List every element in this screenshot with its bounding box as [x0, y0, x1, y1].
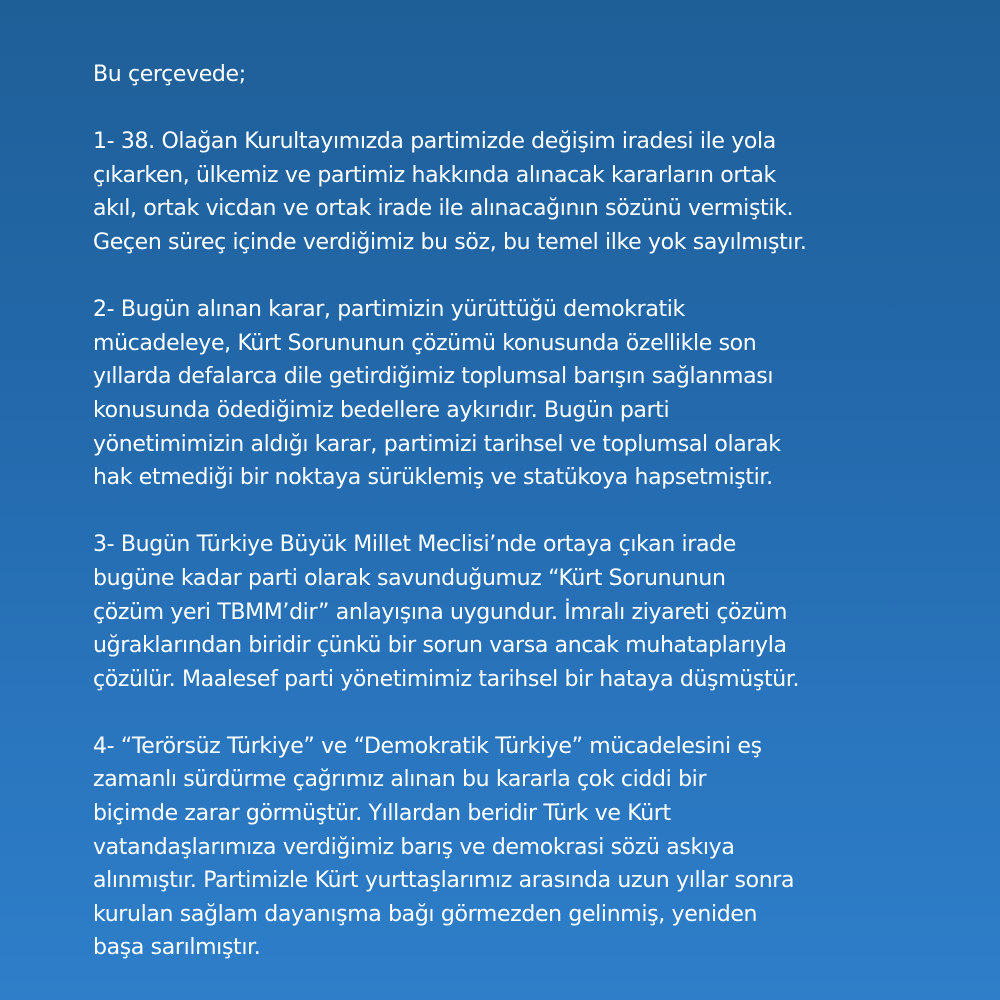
- paragraph-line: yıllarda defalarca dile getirdiğimiz toplumsal barışın sağlanması: [93, 364, 774, 390]
- paragraph-line: 3- Bugün Türkiye Büyük Millet Meclisi’nde ortaya çıkan irade: [93, 532, 736, 558]
- paragraph-line: çözülür. Maalesef parti yönetimimiz tarihsel bir hataya düşmüştür.: [93, 666, 800, 692]
- paragraph-2: [93, 293, 933, 495]
- paragraph-line: kurulan sağlam dayanışma bağı görmezden gelinmiş, yeniden: [93, 901, 758, 927]
- paragraph-line: çıkarken, ülkemiz ve partimiz hakkında alınacak kararların ortak: [93, 162, 776, 188]
- paragraph-line: vatandaşlarımıza verdiğimiz barış ve demokrasi sözü askıya: [93, 834, 735, 860]
- paragraph-line: uğraklarından biridir çünkü bir sorun varsa ancak muhataplarıyla: [93, 633, 787, 659]
- paragraph-line: alınmıştır. Partimizle Kürt yurttaşlarımız arasında uzun yıllar sonra: [93, 868, 795, 894]
- paragraph-1: [93, 125, 933, 259]
- paragraph-line: zamanlı sürdürme çağrımız alınan bu kararla çok ciddi bir: [93, 767, 707, 793]
- paragraph-line: 4- “Terörsüz Türkiye” ve “Demokratik Türkiye” mücadelesini eş: [93, 733, 762, 759]
- paragraph-line: hak etmediği bir noktaya sürüklemiş ve statükoya hapsetmiştir.: [93, 465, 773, 491]
- paragraph-line: mücadeleye, Kürt Sorununun çözümü konusunda özellikle son: [93, 330, 757, 356]
- paragraph-line: biçimde zarar görmüştür. Yıllardan beridir Türk ve Kürt: [93, 801, 671, 827]
- paragraph-line: Geçen süreç içinde verdiğimiz bu söz, bu temel ilke yok sayılmıştır.: [93, 229, 807, 255]
- paragraph-4: [93, 730, 933, 965]
- intro-line: Bu çerçevede;: [93, 62, 246, 87]
- paragraph-line: yönetimimizin aldığı karar, partimizi tarihsel ve toplumsal olarak: [93, 431, 781, 457]
- paragraph-line: 1- 38. Olağan Kurultayımızda partimizde değişim iradesi ile yola: [93, 129, 776, 155]
- paragraph-3: [93, 528, 933, 696]
- paragraph-line: başa sarılmıştır.: [93, 935, 261, 961]
- statement-body: [93, 58, 933, 965]
- paragraph-line: bugüne kadar parti olarak savunduğumuz “Kürt Sorununun: [93, 565, 726, 591]
- paragraph-line: 2- Bugün alınan karar, partimizin yürüttüğü demokratik: [93, 297, 685, 323]
- paragraph-line: akıl, ortak vicdan ve ortak irade ile alınacağının sözünü vermiştik.: [93, 196, 794, 222]
- paragraph-line: çözüm yeri TBMM’dir” anlayışına uygundur. İmralı ziyareti çözüm: [93, 599, 788, 625]
- paragraph-line: konusunda ödediğimiz bedellere aykırıdır. Bugün parti: [93, 397, 670, 423]
